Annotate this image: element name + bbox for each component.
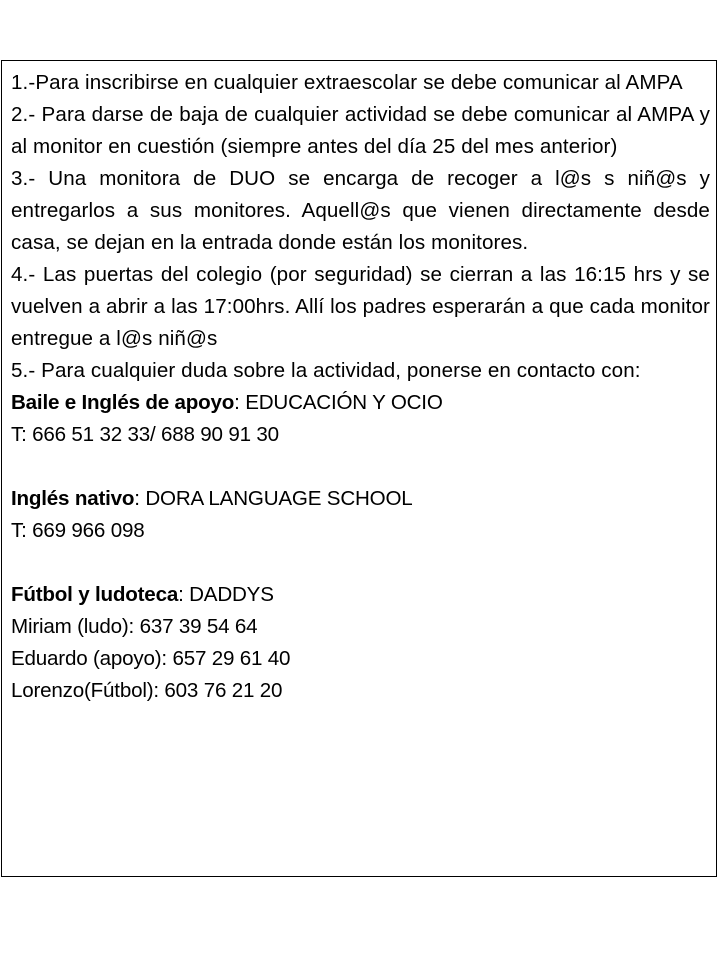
contact-futbol-person-1: Miriam (ludo): 637 39 54 64: [11, 615, 258, 638]
contact-ingles-separator: :: [134, 487, 140, 510]
contact-futbol-separator: :: [178, 583, 184, 606]
contact-baile-phone: T: 666 51 32 33/ 688 90 91 30: [11, 423, 279, 446]
contact-futbol-label: Fútbol y ludoteca: [11, 583, 179, 606]
rule-2: 2.- Para darse de baja de cualquier actividad se debe comunicar al AMPA y al monitor en cuestión (siempre antes del día 25 del mes anterior): [11, 103, 710, 158]
rule-1: 1.-Para inscribirse en cualquier extraescolar se debe comunicar al AMPA: [11, 71, 683, 94]
contact-futbol-provider: DADDYS: [183, 583, 274, 606]
contact-futbol: [11, 579, 710, 707]
contact-ingles-phone: T: 669 966 098: [11, 519, 145, 542]
rule-5: 5.- Para cualquier duda sobre la actividad, ponerse en contacto con:: [11, 359, 641, 382]
contact-ingles-heading: [11, 483, 710, 515]
contact-baile-provider: EDUCACIÓN Y OCIO: [239, 391, 443, 414]
contact-ingles-provider: DORA LANGUAGE SCHOOL: [139, 487, 413, 510]
rule-3: 3.- Una monitora de DUO se encarga de recoger a l@s s niñ@s y entregarlos a sus monitores. Aquell@s que vienen directamente desde casa, se dejan en la entrada donde están los monitores.: [11, 167, 710, 254]
contact-futbol-heading: [11, 579, 710, 611]
contact-ingles-label: Inglés nativo: [11, 487, 135, 510]
rule-4: 4.- Las puertas del colegio (por seguridad) se cierran a las 16:15 hrs y se vuelven a abrir a las 17:00hrs. Allí los padres esperarán a que cada monitor entregue a l@s niñ@s: [11, 263, 710, 350]
notice-box: [1, 60, 717, 877]
contact-baile-heading: [11, 387, 710, 419]
contact-baile-label: Baile e Inglés de apoyo: [11, 391, 235, 414]
contact-futbol-person-3: Lorenzo(Fútbol): 603 76 21 20: [11, 679, 283, 702]
contact-ingles: [11, 483, 710, 547]
contact-baile-separator: :: [234, 391, 240, 414]
spacer: [11, 451, 710, 483]
contact-futbol-person-2: Eduardo (apoyo): 657 29 61 40: [11, 647, 291, 670]
contact-baile: [11, 387, 710, 451]
spacer: [11, 547, 710, 579]
